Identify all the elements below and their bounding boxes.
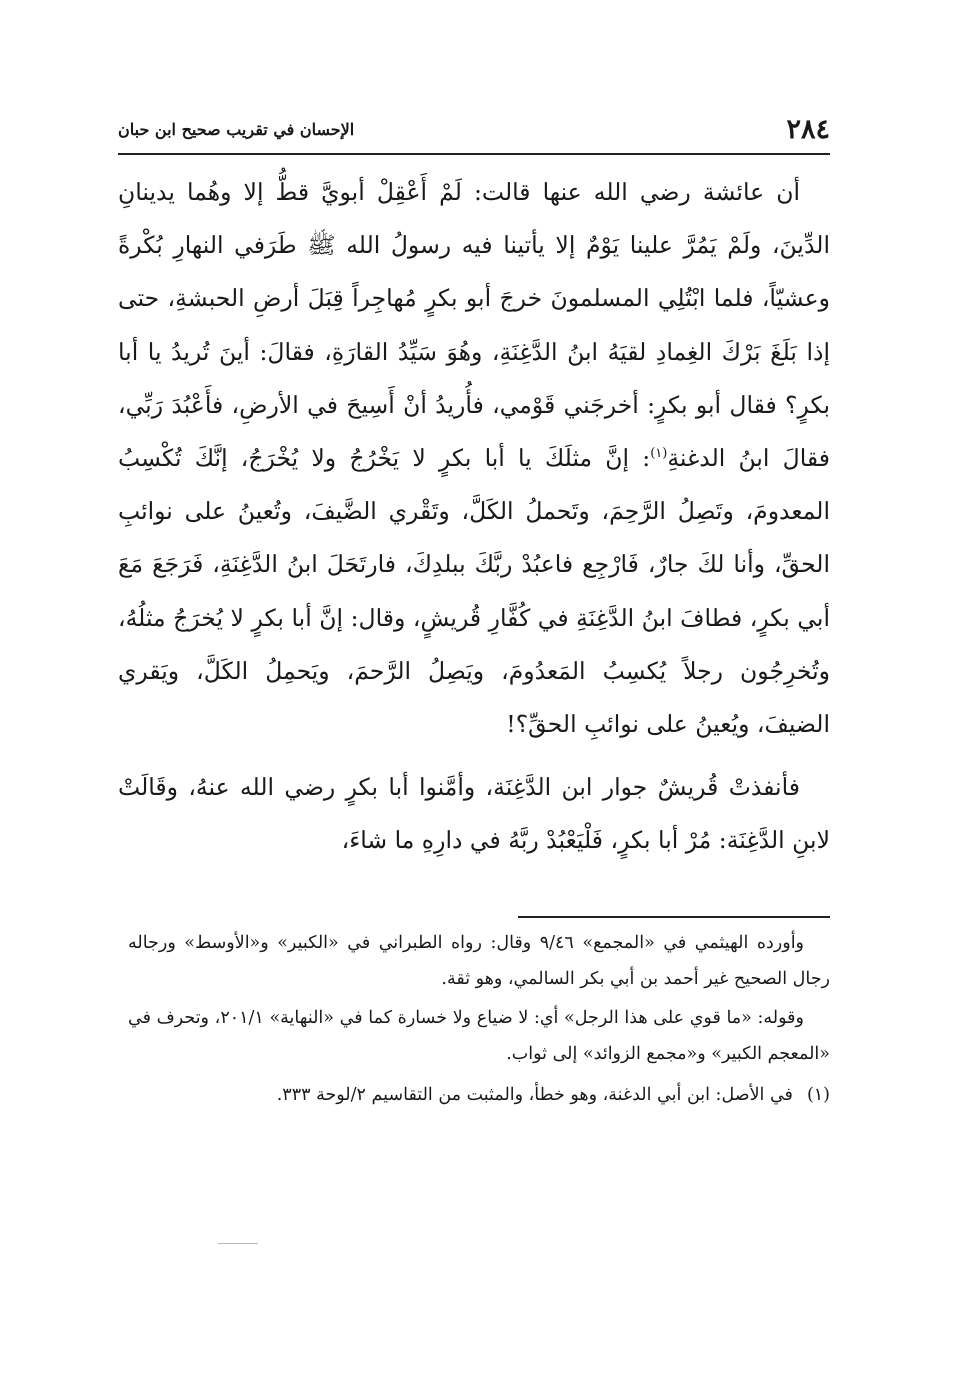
- running-title: الإحسان في تقريب صحيح ابن حبان: [118, 120, 355, 139]
- footnote-continuation-2: وقوله: «ما قوي على هذا الرجل» أي: لا ضياع ولا خسارة كما في «النهاية» ٢٠١/١، وتحرف في «المعجم الكبير» و«مجمع الزوائد» إلى ثواب.: [128, 1008, 830, 1064]
- footnote-reference-1: (١): [650, 446, 668, 462]
- page-number: ٢٨٤: [786, 114, 830, 145]
- footnote-1-text: في الأصل: ابن أبي الدغنة، وهو خطأ، والمثبت من التقاسيم ٢/لوحة ٣٣٣.: [276, 1085, 793, 1105]
- footnote-separator: [518, 916, 830, 918]
- footnote-1-marker: (١): [806, 1085, 830, 1105]
- footnote-continuation-1: وأورده الهيثمي في «المجمع» ٩/٤٦ وقال: رواه الطبراني في «الكبير» و«الأوسط» ورجاله رجال الصحيح غير أحمد بن أبي بكر السالمي، وهو ثقة.: [128, 933, 830, 989]
- main-text: [118, 166, 830, 868]
- paragraph-1-text-a: أن عائشة رضي الله عنها قالت: لَمْ أَعْقِلْ أبويَّ قطُّ إلا وهُما يدينانِ الدِّينَ، ولَمْ يَمُرَّ علينا يَوْمٌ إلا يأتينا فيه رسولُ الله ﷺ طَرَفي النهارِ بُكْرةً وعشيّاً، فلما ابْتُلِي المسلمونَ خرجَ أبو بكرٍ مُهاجِراً قِبَلَ أرضِ الحبشةِ، حتى إذا بَلَغَ بَرْكَ الغِمادِ لقيَهُ ابنُ الدَّغِنَةِ، وهُوَ سَيِّدُ القارَةِ، فقالَ: أينَ تُريدُ يا أبا بكرٍ؟ فقال أبو بكرٍ: أخرجَني قَوْمي، فأُريدُ أنْ أَسِيحَ في الأرضِ، فأَعْبُدَ رَبِّي، فقالَ ابنُ الدغنةِ: [118, 178, 830, 473]
- footnotes: [128, 926, 830, 1114]
- scan-mark: [218, 1243, 258, 1244]
- paragraph-1: [118, 166, 830, 751]
- page-header: [118, 112, 830, 148]
- paragraph-2: فأنفذتْ قُريشٌ جوار ابن الدَّغِنَة، وأمَّنوا أبا بكرٍ رضي الله عنهُ، وقَالَتْ لابنِ الدَّغِنَة: مُرْ أبا بكرٍ، فَلْيَعْبُدْ ربَّهُ في دارِهِ ما شاءَ،: [118, 773, 830, 855]
- paragraph-1-text-b: : إنَّ مثلَكَ يا أبا بكرٍ لا يَخْرُجُ ولا يُخْرَجُ، إنَّكَ تُكْسِبُ المعدومَ، وتَصِلُ الرَّحِمَ، وتَحملُ الكَلَّ، وتَقْري الضَّيفَ، وتُعينُ على نوائبِ الحقِّ، وأنا لكَ جارٌ، فَارْجِع فاعبُدْ ربَّكَ ببلدِكَ، فارتَحَلَ ابنُ الدَّغِنَةِ، فَرَجَعَ مَعَ أبي بكرٍ، فطافَ ابنُ الدَّغِنَةِ في كُفَّارِ قُريشٍ، وقال: إنَّ أبا بكرٍ لا يُخرَجُ مثلُهُ، وتُخرِجُون رجلاً يُكسِبُ المَعدُومَ، ويَصِلُ الرَّحمَ، ويَحمِلُ الكَلَّ، ويَقري الضيفَ، ويُعينُ على نوائبِ الحقِّ؟!: [118, 444, 830, 739]
- header-rule: [118, 153, 830, 155]
- footnote-1: [128, 1078, 830, 1114]
